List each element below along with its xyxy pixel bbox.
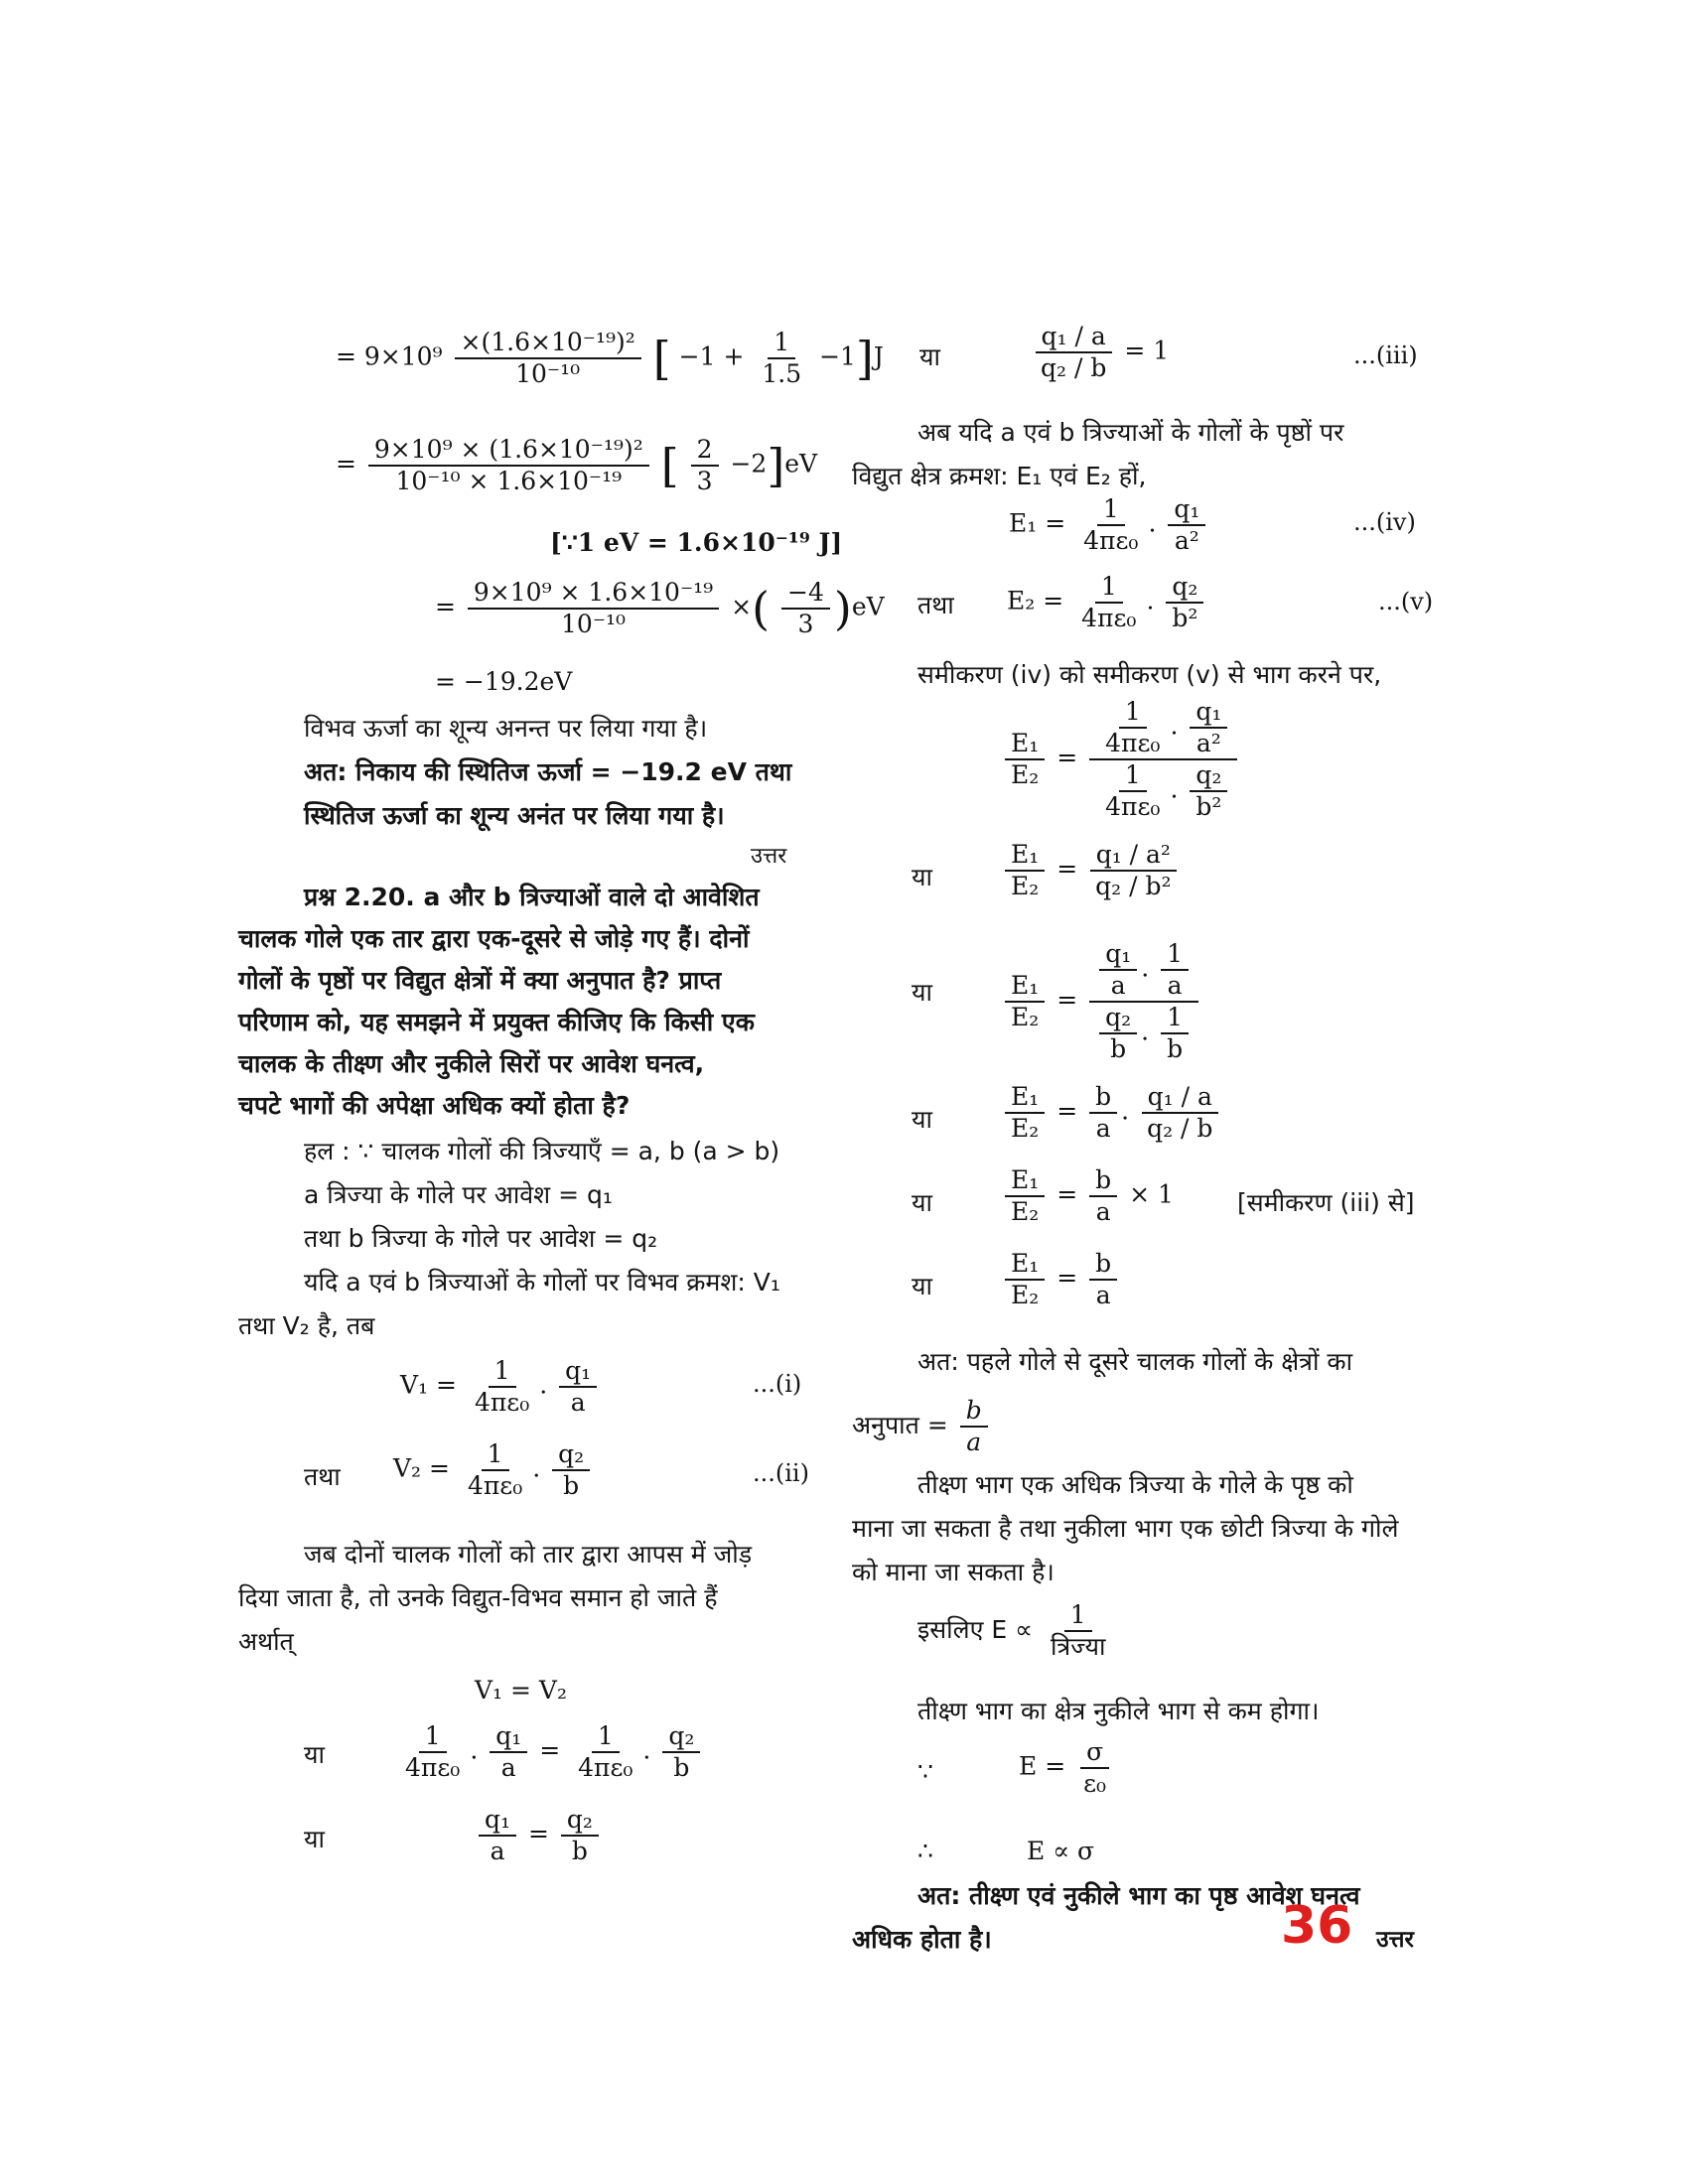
e2-charge: [1166, 572, 1203, 633]
ratio-line-2: [852, 1396, 992, 1457]
r4-bottom: $\frac{\text{q₂}}{b}$ . $\frac{1}{b}$: [1089, 1003, 1198, 1064]
r3-right: [1089, 840, 1177, 901]
proportional-fraction: [1045, 1600, 1112, 1662]
eq1-prefix: = 9×10⁹: [336, 341, 443, 371]
eq6-left: [479, 1805, 516, 1866]
eq5-charge-2: [662, 1721, 700, 1783]
equation-ratio-iii: [1031, 322, 1169, 383]
tatha-label: तथा: [304, 1462, 341, 1491]
v2-const-num: 1: [482, 1439, 509, 1471]
eq1-numerator: ×(1.6×10⁻¹⁹)²: [455, 328, 641, 359]
eq1-fraction: [455, 328, 641, 389]
eq5-c1-num: 1: [419, 1721, 447, 1753]
question-line-5: चालक के तीक्ष्ण और नुकीले सिरों पर आवेश घनत्व,: [238, 1049, 705, 1078]
r4-b1-num: q₂: [1099, 1003, 1137, 1034]
equation-field-ratio-5: [1001, 1165, 1174, 1227]
final-conclusion-line-2: अधिक होता है।: [852, 1925, 992, 1954]
eq3-fraction: [468, 578, 719, 639]
equation-v1: V₁ = $\frac{1}{\text{4πε₀}}$ . $\frac{\text{q₁}}{a}$: [400, 1356, 601, 1418]
equation-field-ratio-1: [1001, 697, 1241, 822]
v2-const-den: 4πε₀: [467, 1471, 523, 1500]
r6-tail: × 1: [1129, 1179, 1174, 1209]
r4-b1-den: b: [1110, 1034, 1127, 1063]
e-sigma-num: σ: [1080, 1737, 1109, 1769]
r5-r-num: q₁ / a: [1142, 1082, 1218, 1114]
solution-line-4: यदि a एवं b त्रिज्याओं के गोलों पर विभव क्रमश: V₁: [304, 1268, 780, 1297]
field-intro-line-2: विद्युत क्षेत्र क्रमश: E₁ एवं E₂ हों,: [852, 462, 1147, 490]
e1-q-num: q₁: [1168, 494, 1205, 526]
equal-potentials: V₁ = V₂: [475, 1676, 567, 1705]
ratio-line-1: अत: पहले गोले से दूसरे चालक गोलों के क्षेत्रों का: [917, 1347, 1353, 1376]
e2-c-num: 1: [1095, 572, 1123, 604]
equation-tag-iii: ...(iii): [1353, 341, 1418, 369]
eq3-denominator: 10⁻¹⁰: [561, 610, 627, 638]
answer-label: उत्तर: [751, 844, 787, 869]
equation-e-sigma: [1019, 1737, 1116, 1799]
eq5-q1-den: a: [500, 1753, 516, 1782]
times-sign: ×: [731, 592, 753, 621]
eq1-bracket-term: −1 +: [678, 341, 745, 371]
equation-v2: V₂ = $\frac{1}{\text{4πε₀}}$ . $\frac{\text{q₂}}{b}$: [393, 1439, 594, 1501]
v2-charge-num: q₂: [552, 1439, 590, 1471]
tatha-label: तथा: [917, 591, 954, 619]
conclusion-line-2: स्थितिज ऊर्जा का शून्य अनंत पर लिया गया है।: [304, 801, 725, 830]
equation-energy-1: [336, 328, 884, 389]
solution-line-5: तथा V₂ है, तब: [238, 1311, 375, 1340]
bracket-open: [: [660, 439, 679, 492]
equals-sign: =: [1056, 743, 1078, 772]
equation-charge-ratio: [475, 1805, 603, 1866]
equals-sign: =: [435, 592, 456, 621]
r2-bc-num: 1: [1119, 760, 1147, 792]
because-symbol: ∵: [917, 1757, 933, 1786]
r6-m-den: a: [1095, 1197, 1111, 1226]
equation-energy-3: [435, 578, 885, 639]
r1-rhs: = 1: [1124, 336, 1170, 365]
r4-l-num: E₁: [1005, 971, 1045, 1003]
eq5-q2-den: b: [673, 1753, 690, 1782]
reference-note: [समीकरण (iii) से]: [1237, 1188, 1415, 1217]
equals-sign: =: [539, 1735, 561, 1765]
r7-l-num: E₁: [1005, 1249, 1045, 1281]
r3-l-num: E₁: [1005, 840, 1045, 872]
answer-label: उत्तर: [1376, 1927, 1414, 1953]
r4-b2: [1161, 1003, 1189, 1064]
therefore-symbol: ∴: [917, 1837, 933, 1865]
v1-charge-den: a: [570, 1388, 586, 1417]
proportional-label: इसलिए E ∝: [917, 1615, 1033, 1644]
explain-line-3: को माना जा सकता है।: [852, 1558, 1055, 1586]
eq3-small-num: −4: [781, 578, 830, 610]
equation-field-ratio-3: [1001, 939, 1202, 1064]
r2-compound: [1089, 697, 1237, 822]
ratio-num: b: [960, 1396, 988, 1428]
ratio-label: अनुपात =: [852, 1411, 948, 1439]
r5-right: [1141, 1082, 1218, 1144]
proportional-line: [917, 1600, 1116, 1662]
solution-line-1: हल : ∵ चालक गोलों की त्रिज्याएँ = a, b (a > b): [304, 1137, 780, 1165]
v1-charge-num: q₁: [559, 1356, 597, 1388]
equation-field-ratio-4: $\frac{\text{E₁}}{\text{E₂}}$ = $\frac{b}{a}$ . $\frac{\text{q₁ / a}}{\text{q₂ / b}}$: [1001, 1082, 1222, 1144]
join-line-2: दिया जाता है, तो उनके विद्युत-विभव समान हो जाते हैं: [238, 1583, 718, 1612]
eq6-l-den: a: [490, 1837, 505, 1865]
eq1-tail: −1: [819, 341, 856, 371]
eq6-r-den: b: [571, 1837, 588, 1865]
final-conclusion-line-1: अत: तीक्ष्ण एवं नुकीले भाग का पृष्ठ आवेश घनत्व: [917, 1881, 1360, 1910]
equation-field-ratio-2: [1001, 840, 1182, 901]
v2-lhs: V₂ =: [393, 1453, 450, 1483]
eq5-c2-num: 1: [592, 1721, 620, 1753]
r2-bot-charge: [1190, 760, 1227, 822]
r2-bq-num: q₂: [1190, 760, 1227, 792]
eq5-c2-den: 4πε₀: [578, 1753, 633, 1782]
r5-m-num: b: [1089, 1082, 1117, 1114]
e1-q-den: a²: [1174, 526, 1199, 555]
proportional-den: त्रिज्या: [1050, 1632, 1106, 1661]
eq5-charge-1: [490, 1721, 527, 1783]
r2-left: [1005, 729, 1045, 790]
r4-l-den: E₂: [1011, 1003, 1040, 1031]
v2-charge: [552, 1439, 590, 1501]
equation-tag-ii: ...(ii): [753, 1459, 809, 1487]
eq3-unit: eV: [851, 592, 885, 621]
v1-charge: [559, 1356, 597, 1418]
r5-left: [1005, 1082, 1045, 1144]
ev-conversion-note: [∵1 eV = 1.6×10⁻¹⁹ J]: [550, 528, 843, 557]
equation-tag-v: ...(v): [1378, 588, 1434, 615]
eq3-small-fraction: [781, 578, 830, 639]
eq1-small-fraction: [756, 328, 807, 389]
e1-c-den: 4πε₀: [1083, 526, 1139, 555]
eq2-fraction: [368, 435, 649, 496]
r4-t2-num: 1: [1161, 939, 1189, 971]
bracket-open: [: [652, 332, 671, 385]
r6-l-den: E₂: [1011, 1197, 1040, 1226]
question-line-2: चालक गोले एक तार द्वारा एक-दूसरे से जोड़े गए हैं। दोनों: [238, 924, 750, 953]
equation-tag-i: ...(i): [753, 1370, 802, 1398]
equation-e-proportional: E ∝ σ: [1027, 1837, 1095, 1865]
eq2-unit: eV: [784, 449, 818, 478]
r2-top-const: [1099, 697, 1166, 758]
ya-label: या: [912, 1188, 932, 1217]
r5-l-den: E₂: [1011, 1114, 1040, 1143]
eq3-numerator: 9×10⁹ × 1.6×10⁻¹⁹: [468, 578, 719, 610]
eq6-l-num: q₁: [479, 1805, 516, 1837]
r7-l-den: E₂: [1011, 1281, 1040, 1309]
equation-tag-iv: ...(iv): [1353, 508, 1416, 536]
eq5-q1-num: q₁: [490, 1721, 527, 1753]
e-sigma-fraction: [1077, 1737, 1112, 1799]
eq2-small-fraction: [691, 435, 719, 496]
v1-lhs: V₁ =: [400, 1370, 457, 1400]
question-line-4: परिणाम को, यह समझने में प्रयुक्त कीजिए कि किसी एक: [238, 1008, 755, 1036]
v2-charge-den: b: [563, 1471, 580, 1500]
eq2-denominator: 10⁻¹⁰ × 1.6×10⁻¹⁹: [395, 467, 623, 495]
r7-r-den: a: [1095, 1281, 1111, 1309]
r2-bot-const: [1099, 760, 1166, 822]
ya-label: या: [912, 1272, 932, 1300]
r6-mid: [1089, 1165, 1117, 1227]
r1-den: q₂ / b: [1041, 353, 1107, 382]
explain-line-1: तीक्ष्ण भाग एक अधिक त्रिज्या के गोले के पृष्ठ को: [917, 1470, 1353, 1499]
equals-sign: =: [1056, 985, 1078, 1015]
zero-energy-note: विभव ऊर्जा का शून्य अनन्त पर लिया गया है।: [304, 714, 708, 743]
r5-r-den: q₂ / b: [1147, 1114, 1213, 1143]
page-number: 36: [1281, 1896, 1353, 1956]
r1-num: q₁ / a: [1036, 322, 1112, 353]
explain-line-2: माना जा सकता है तथा नुकीला भाग एक छोटी त्रिज्या के गोले: [852, 1514, 1399, 1543]
r6-l-num: E₁: [1005, 1165, 1045, 1197]
question-line-1: प्रश्न 2.20. a और b त्रिज्याओं वाले दो आवेशित: [304, 883, 760, 911]
join-line-3: अर्थात्: [238, 1627, 294, 1656]
field-intro-line-1: अब यदि a एवं b त्रिज्याओं के गोलों के पृष्ठों पर: [917, 418, 1344, 447]
eq5-q2-num: q₂: [662, 1721, 700, 1753]
eq1-small-num: 1: [768, 328, 795, 359]
equation-e2: E₂ = $\frac{1}{\text{4πε₀}}$ . $\frac{\text{q₂}}{\text{b²}}$: [1007, 572, 1207, 633]
e2-q-num: q₂: [1166, 572, 1203, 604]
r3-r-den: q₂ / b²: [1095, 872, 1172, 900]
equation-field-ratio-final: [1001, 1249, 1121, 1310]
eq1-small-den: 1.5: [762, 359, 802, 388]
eq6-r-num: q₂: [561, 1805, 599, 1837]
r7-r-num: b: [1089, 1249, 1117, 1281]
eq2-tail: −2: [730, 449, 768, 478]
v1-const-den: 4πε₀: [474, 1388, 530, 1417]
solution-line-3: तथा b त्रिज्या के गोले पर आवेश = q₂: [304, 1224, 658, 1253]
r2-tc-num: 1: [1119, 697, 1147, 729]
r1-fraction: [1035, 322, 1112, 383]
equation-equal-potential: $\frac{1}{\text{4πε₀}}$ . $\frac{\text{q₁}}{a}$ = $\frac{1}{\text{4πε₀}}$ . $\frac{\text{q₂}}{b}$: [395, 1721, 704, 1783]
r2-top-charge: [1190, 697, 1227, 758]
equals-sign: =: [336, 449, 356, 478]
r2-bc-den: 4πε₀: [1105, 792, 1161, 821]
solution-line-2: a त्रिज्या के गोले पर आवेश = q₁: [304, 1180, 613, 1209]
eq6-right: [561, 1805, 599, 1866]
v1-const-num: 1: [489, 1356, 516, 1388]
bracket-close: ]: [855, 332, 874, 385]
r5-mid: [1089, 1082, 1117, 1144]
r4-b2-num: 1: [1161, 1003, 1189, 1034]
r4-t1-num: q₁: [1099, 939, 1137, 971]
eq2-small-num: 2: [691, 435, 719, 467]
v2-const: [462, 1439, 528, 1501]
r3-left: [1005, 840, 1045, 901]
conclusion-line-1: अत: निकाय की स्थितिज ऊर्जा = −19.2 eV तथा: [304, 757, 792, 786]
eq1-denominator: 10⁻¹⁰: [515, 359, 581, 388]
v1-const: [469, 1356, 535, 1418]
r5-m-den: a: [1095, 1114, 1111, 1143]
e1-lhs: E₁ =: [1009, 508, 1066, 538]
r3-l-den: E₂: [1011, 872, 1040, 900]
ratio-den: a: [966, 1428, 982, 1456]
e2-c-den: 4πε₀: [1081, 604, 1137, 632]
equation-e1: E₁ = $\frac{1}{\text{4πε₀}}$ . $\frac{\text{q₁}}{\text{a²}}$: [1009, 494, 1209, 556]
e-sigma-lhs: E =: [1019, 1751, 1066, 1781]
r2-l-den: E₂: [1011, 760, 1040, 789]
field-comparison: तीक्ष्ण भाग का क्षेत्र नुकीले भाग से कम होगा।: [917, 1697, 1320, 1725]
ya-label: या: [304, 1825, 325, 1853]
eq5-const-2: [572, 1721, 638, 1783]
r4-b1: [1099, 1003, 1137, 1064]
r2-bq-den: b²: [1196, 792, 1222, 821]
r4-t2-den: a: [1167, 971, 1183, 1000]
bracket-close: ]: [767, 439, 785, 492]
question-line-3: गोलों के पृष्ठों पर विद्युत क्षेत्रों में क्या अनुपात है? प्राप्त: [238, 966, 722, 995]
ya-label: या: [912, 1105, 932, 1134]
eq5-const-1: [399, 1721, 466, 1783]
e1-c-num: 1: [1097, 494, 1125, 526]
r2-tc-den: 4πε₀: [1105, 729, 1161, 757]
r2-compound-bottom: $\frac{1}{\text{4πε₀}}$ . $\frac{\text{q₂}}{\text{b²}}$: [1089, 760, 1237, 822]
ya-label: या: [919, 342, 940, 371]
result-energy: = −19.2eV: [435, 667, 573, 696]
e2-q-den: b²: [1172, 604, 1198, 632]
eq2-numerator: 9×10⁹ × (1.6×10⁻¹⁹)²: [368, 435, 649, 467]
r7-right: [1089, 1249, 1117, 1310]
r4-left: [1005, 971, 1045, 1032]
ya-label: या: [912, 978, 932, 1007]
equals-sign: =: [1056, 854, 1078, 884]
r2-tq-den: a²: [1196, 729, 1221, 757]
equals-sign: =: [1056, 1096, 1078, 1126]
r3-r-num: q₁ / a²: [1090, 840, 1177, 872]
eq2-small-den: 3: [696, 467, 713, 495]
paren-open: (: [752, 582, 771, 635]
r5-l-num: E₁: [1005, 1082, 1045, 1114]
e2-lhs: E₂ =: [1007, 586, 1064, 615]
ratio-fraction: [960, 1396, 988, 1457]
equals-sign: =: [1056, 1263, 1078, 1293]
eq3-small-den: 3: [797, 610, 814, 638]
r2-l-num: E₁: [1005, 729, 1045, 760]
r6-left: [1005, 1165, 1045, 1227]
r4-top: $\frac{\text{q₁}}{a}$ . $\frac{1}{a}$: [1089, 939, 1198, 1003]
e1-const: [1077, 494, 1144, 556]
ya-label: या: [304, 1740, 325, 1769]
r6-m-num: b: [1089, 1165, 1117, 1197]
eq1-unit: J: [873, 341, 884, 371]
r7-left: [1005, 1249, 1045, 1310]
eq5-c1-den: 4πε₀: [405, 1753, 461, 1782]
r4-compound: [1089, 939, 1198, 1064]
equals-sign: =: [1056, 1179, 1078, 1209]
e2-const: [1075, 572, 1142, 633]
r4-t2: [1161, 939, 1189, 1001]
equals-sign: =: [527, 1819, 549, 1848]
r4-t1-den: a: [1110, 971, 1126, 1000]
r4-t1: [1099, 939, 1137, 1001]
ya-label: या: [912, 863, 932, 891]
paren-close: ): [833, 582, 852, 635]
r2-compound-top: $\frac{1}{\text{4πε₀}}$ . $\frac{\text{q₁}}{\text{a²}}$: [1089, 697, 1237, 760]
proportional-num: 1: [1064, 1600, 1092, 1632]
e-sigma-den: ε₀: [1083, 1769, 1107, 1798]
r2-tq-num: q₁: [1190, 697, 1227, 729]
question-line-6: चपटे भागों की अपेक्षा अधिक क्यों होता है?: [238, 1091, 631, 1120]
join-line-1: जब दोनों चालक गोलों को तार द्वारा आपस में जोड़: [304, 1540, 753, 1569]
e1-charge: [1168, 494, 1205, 556]
r4-b2-den: b: [1167, 1034, 1184, 1063]
equation-energy-2: [336, 435, 817, 496]
divide-instruction: समीकरण (iv) को समीकरण (v) से भाग करने पर,: [917, 660, 1382, 689]
